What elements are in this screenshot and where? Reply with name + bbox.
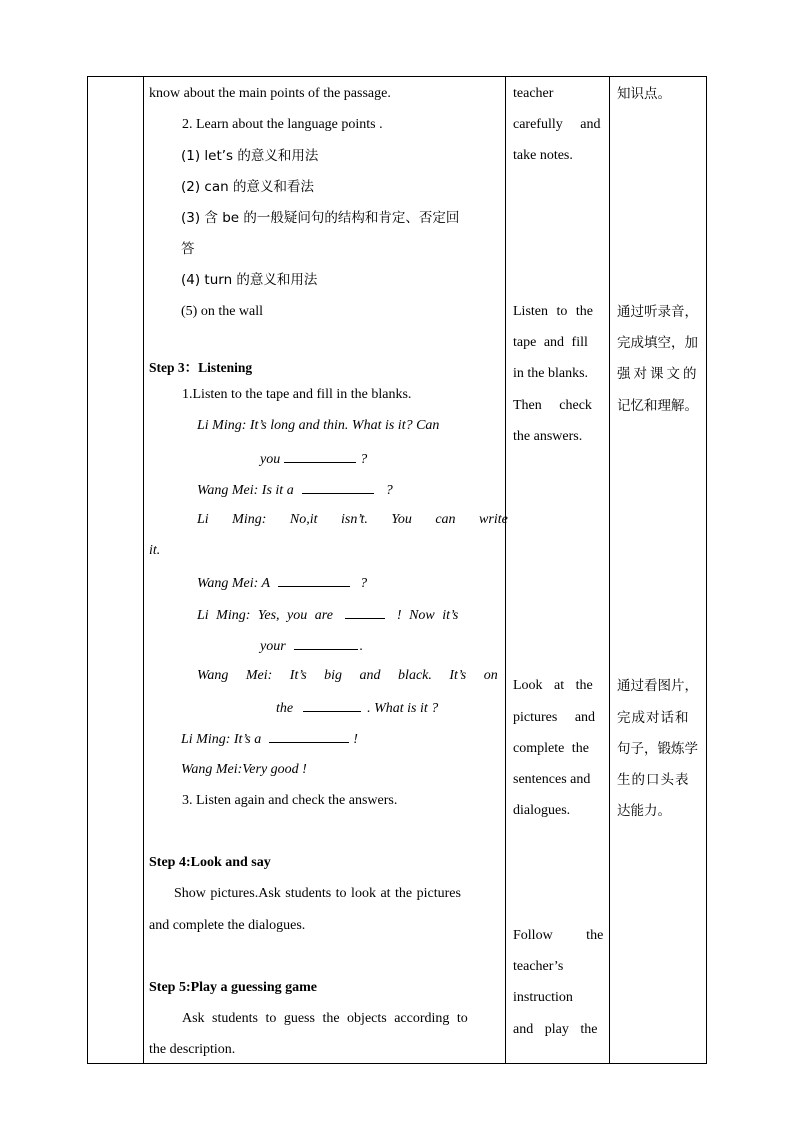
dialogue-line <box>181 729 358 749</box>
activity-line: Listen to the <box>513 304 593 319</box>
intent-line: 完成对话和 <box>617 710 690 726</box>
listening-instruction: 1.Listen to the tape and fill in the blanks. <box>182 387 412 402</box>
language-points-heading: 2. Learn about the language points . <box>182 117 383 132</box>
dialogue-text: Li Ming: Yes, you are <box>197 608 333 623</box>
dialogue-text: Wang Mei: It’s big and black. It’s on <box>197 668 498 683</box>
intent-line: 知识点。 <box>617 86 671 102</box>
listen-again-instruction: 3. Listen again and check the answers. <box>182 793 398 808</box>
lesson-plan-table <box>87 76 707 1064</box>
step4-heading: Step 4:Look and say <box>149 855 271 870</box>
intent-line: 通过看图片， <box>617 678 698 694</box>
fill-blank <box>294 636 358 650</box>
activity-line: teacher’s <box>513 959 564 974</box>
content-line: know about the main points of the passage. <box>149 86 391 101</box>
dialogue-line <box>260 636 363 656</box>
dialogue-text: your <box>260 639 286 654</box>
intent-line: 达能力。 <box>617 803 671 819</box>
dialogue-text: you <box>260 452 281 467</box>
language-point-5: (5) on the wall <box>181 304 264 319</box>
dialogue-text: Wang Mei: Is it a <box>197 483 294 498</box>
dialogue-text: . <box>359 639 364 654</box>
step5-text: the description. <box>149 1042 236 1057</box>
step5-text <box>182 1010 499 1028</box>
fill-blank <box>278 573 350 587</box>
intent-line: 强对课文的 <box>617 366 700 382</box>
intent-line: 句子，锻炼学 <box>617 741 698 757</box>
intent-line: 完成填空，加 <box>617 335 698 351</box>
intent-line: 生的口头表 <box>617 772 690 788</box>
empty-column-cell <box>88 77 143 1063</box>
activity-line: Follow the <box>513 928 604 943</box>
language-point-1: (1) let’s 的意义和用法 <box>181 148 319 164</box>
activity-line: sentences and <box>513 772 591 787</box>
activity-line: tape and fill <box>513 335 588 350</box>
activity-line: take notes. <box>513 148 573 163</box>
fill-blank <box>302 480 374 494</box>
teaching-content-cell <box>144 77 508 1063</box>
activity-line: dialogues. <box>513 803 571 818</box>
design-intent-cell <box>610 77 707 1063</box>
dialogue-line: Wang Mei:Very good ! <box>181 762 307 777</box>
fill-blank <box>284 449 356 463</box>
language-point-3: (3) 含 be 的一般疑问句的结构和肯定、否定回 <box>181 210 460 226</box>
dialogue-text: ! Now it’s <box>396 608 459 623</box>
dialogue-line <box>197 667 499 685</box>
dialogue-line <box>197 605 458 625</box>
activity-line: pictures and <box>513 710 596 725</box>
language-point-3-cont: 答 <box>181 241 195 257</box>
dialogue-line <box>197 417 499 435</box>
step4-text: and complete the dialogues. <box>149 918 306 933</box>
dialogue-text: the <box>276 701 294 716</box>
fill-blank <box>303 698 361 712</box>
activity-line: Then check <box>513 398 592 413</box>
dialogue-text: Li Ming: No,it isn’t. You can write <box>197 512 508 527</box>
dialogue-text: ? <box>360 452 368 467</box>
activity-line: instruction <box>513 990 573 1005</box>
dialogue-line: it. <box>149 543 161 558</box>
dialogue-text: Li Ming: It’s long and thin. What is it? Can <box>197 418 440 433</box>
activity-line: teacher <box>513 86 554 101</box>
activity-line: the answers. <box>513 429 583 444</box>
student-activity-cell <box>506 77 609 1063</box>
dialogue-text: ? <box>385 483 393 498</box>
activity-line: and play the <box>513 1022 598 1037</box>
dialogue-text: Wang Mei: A <box>197 576 271 591</box>
dialogue-line <box>197 573 367 593</box>
activity-text: carefully and <box>513 117 601 132</box>
dialogue-line <box>276 698 438 718</box>
dialogue-text: . What is it ? <box>367 701 439 716</box>
step5-heading: Step 5:Play a guessing game <box>149 980 317 995</box>
dialogue-text: ? <box>360 576 368 591</box>
step5-text-line: Ask students to guess the objects according to <box>182 1011 468 1026</box>
intent-line: 记忆和理解。 <box>617 398 698 414</box>
activity-line: complete the <box>513 741 589 756</box>
activity-line: in the blanks. <box>513 366 589 381</box>
activity-line <box>513 116 604 134</box>
language-point-2: (2) can 的意义和看法 <box>181 179 314 195</box>
intent-line: 通过听录音， <box>617 304 698 320</box>
step4-text: Show pictures.Ask students to look at the pictures <box>174 886 461 901</box>
language-point-4: (4) turn 的意义和用法 <box>181 272 318 288</box>
fill-blank <box>269 729 349 743</box>
dialogue-line <box>197 511 508 529</box>
step3-heading: Step 3：Listening <box>149 360 253 375</box>
dialogue-text: ! <box>353 732 358 747</box>
dialogue-line <box>260 449 367 469</box>
activity-line: Look at the <box>513 678 593 693</box>
dialogue-text: Li Ming: It’s a <box>181 732 262 747</box>
dialogue-line <box>197 480 393 500</box>
fill-blank <box>345 605 385 619</box>
